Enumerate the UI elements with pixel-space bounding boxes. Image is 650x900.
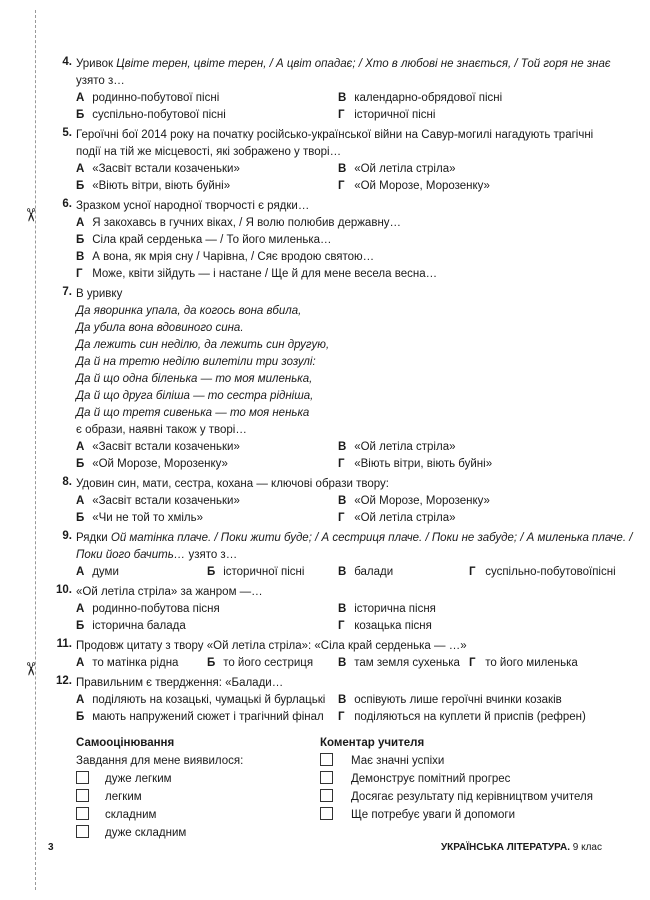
option-text: козацька пісня [354, 620, 432, 632]
option-text: там земля сухенька [354, 657, 460, 669]
answer-option[interactable] [76, 601, 338, 618]
question-text [76, 56, 611, 73]
question-text [76, 127, 602, 144]
answer-option[interactable] [76, 493, 338, 510]
option-letter: А [76, 495, 85, 507]
checkbox[interactable] [76, 771, 89, 784]
answer-options [76, 215, 602, 283]
question-text [76, 388, 602, 405]
answer-option[interactable] [207, 564, 338, 581]
option-letter: В [338, 92, 347, 104]
answer-option[interactable] [76, 692, 338, 709]
checkbox-label: легким [105, 791, 142, 803]
answer-option[interactable] [76, 655, 207, 672]
answer-option[interactable] [76, 215, 602, 232]
checkbox[interactable] [320, 771, 333, 784]
option-text: то матінка рідна [92, 657, 179, 669]
footer-grade: 9 клас [569, 842, 602, 853]
option-text: «Чи не той то хміль» [92, 512, 204, 524]
answer-option[interactable] [338, 709, 620, 726]
option-text: А вона, як мрія сну / Чарівна, / Сяє вродою святою… [92, 251, 375, 263]
scissors-icon: ✂ [20, 207, 41, 223]
question-text-plain: є образи, наявні також у творі… [76, 424, 247, 436]
question-text [76, 354, 602, 371]
option-letter: Б [207, 657, 216, 669]
option-text: родинно-побутової пісні [92, 92, 220, 104]
option-letter: Г [338, 180, 345, 192]
option-letter: А [76, 603, 85, 615]
option-text: оспівують лише героїчні вчинки козаків [354, 694, 562, 706]
checkbox[interactable] [320, 807, 333, 820]
answer-option[interactable] [338, 618, 620, 635]
self-assessment-title: Самооцінювання [76, 737, 175, 749]
question-text [76, 675, 602, 692]
question-text [76, 337, 602, 354]
checkbox-row[interactable] [76, 806, 243, 824]
answer-option[interactable] [469, 655, 620, 672]
checkbox[interactable] [76, 789, 89, 802]
checkbox-label: Досягає результату під керівництвом учителя [351, 791, 593, 803]
answer-option[interactable] [338, 107, 620, 124]
question-number: 4. [62, 56, 72, 68]
question [58, 286, 602, 473]
question-text [76, 584, 602, 601]
option-letter: А [76, 441, 85, 453]
answer-option[interactable] [76, 107, 338, 124]
question-quote: Да лежить син неділю, да лежить син другую, [76, 339, 330, 351]
answer-options [76, 493, 602, 527]
checkbox[interactable] [76, 825, 89, 838]
question-number: 7. [62, 286, 72, 298]
question [58, 127, 602, 195]
option-letter: В [338, 694, 347, 706]
question-number: 12. [56, 675, 72, 687]
option-text: балади [354, 566, 394, 578]
answer-options [76, 655, 602, 672]
question-text-plain: Рядки [76, 532, 111, 544]
option-letter: В [338, 495, 347, 507]
answer-option[interactable] [76, 232, 602, 249]
answer-option[interactable] [76, 564, 207, 581]
question-text-plain: Удовин син, мати, сестра, кохана — ключові образи твору: [76, 478, 389, 490]
question [58, 584, 602, 635]
answer-options [76, 564, 616, 581]
question-text [76, 371, 602, 388]
question-text-plain: узято з… [185, 549, 238, 561]
option-text: «Ой летіла стріла» [354, 163, 456, 175]
question-quote: Цвіте терен, цвіте терен, / А цвіт опадає; / Хто в любові не знається, / Той горя не знає [116, 58, 611, 70]
question [58, 56, 611, 124]
option-text: Я закохавсь в гучних віках, / Я волю полюбив державну… [92, 217, 402, 229]
question [58, 530, 633, 581]
answer-option[interactable] [469, 564, 620, 581]
option-text: історичної пісні [354, 109, 436, 121]
question-number: 10. [56, 584, 72, 596]
option-letter: Г [76, 268, 83, 280]
question-quote: Да й на третю неділю вилетіли три зозулі: [76, 356, 316, 368]
option-text: історичної пісні [223, 566, 305, 578]
question [58, 476, 602, 527]
option-text: «Ой Морозе, Морозенку» [354, 495, 490, 507]
option-letter: В [338, 603, 347, 615]
checkbox-row[interactable] [76, 788, 243, 806]
question-text-plain: події на тій же місцевості, які зображено у творі… [76, 146, 342, 158]
option-letter: Б [76, 180, 85, 192]
question-quote: Да убила вона вдовиного сина. [76, 322, 244, 334]
option-letter: Б [76, 458, 85, 470]
answer-option[interactable] [207, 655, 338, 672]
option-text: календарно-обрядової пісні [354, 92, 503, 104]
checkbox-row[interactable] [320, 770, 593, 788]
answer-option[interactable] [76, 439, 338, 456]
option-letter: Б [207, 566, 216, 578]
option-letter: Г [338, 711, 345, 723]
page-number: 3 [48, 842, 54, 853]
answer-option[interactable] [338, 692, 620, 709]
question-quote: Поки його бачить… [76, 549, 186, 561]
question-text [76, 320, 602, 337]
answer-option[interactable] [338, 161, 620, 178]
option-text: родинно-побутова пісня [92, 603, 220, 615]
question-quote: Да й що третя сивенька — то моя ненька [76, 407, 310, 419]
question-text [76, 476, 602, 493]
option-letter: В [338, 163, 347, 175]
option-text: суспільно-побутовоїпісні [485, 566, 616, 578]
checkbox[interactable] [320, 789, 333, 802]
question-number: 11. [56, 638, 72, 650]
option-letter: Г [338, 620, 345, 632]
option-text: «Засвіт встали козаченьки» [92, 495, 240, 507]
option-text: Може, квіти зійдуть — і настане / Ще й для мене весела весна… [92, 268, 438, 280]
question-number: 6. [62, 198, 72, 210]
checkbox-row[interactable] [320, 806, 593, 824]
question-number: 9. [62, 530, 72, 542]
option-text: думи [92, 566, 119, 578]
answer-option[interactable] [76, 249, 602, 266]
answer-option[interactable] [338, 90, 620, 107]
self-assessment-subtitle: Завдання для мене виявилося: [76, 755, 244, 767]
option-letter: В [338, 566, 347, 578]
answer-option[interactable] [76, 178, 338, 195]
option-text: суспільно-побутової пісні [92, 109, 226, 121]
option-letter: А [76, 92, 85, 104]
question [58, 638, 602, 672]
answer-option[interactable] [338, 493, 620, 510]
option-letter: Б [76, 620, 85, 632]
option-text: то його сестриця [223, 657, 314, 669]
answer-option[interactable] [338, 456, 620, 473]
option-letter: Г [469, 566, 476, 578]
option-letter: В [338, 657, 347, 669]
question-quote: Ой матінка плаче. / Поки жити буде; / А сестриця плаче. / Поки не забуде; / А миленька плаче. / [110, 532, 633, 544]
footer-title [441, 842, 602, 853]
option-letter: В [76, 251, 85, 263]
option-letter: А [76, 694, 85, 706]
option-text: «Віють вітри, віють буйні» [92, 180, 231, 192]
checkbox-label: Має значні успіхи [351, 755, 445, 767]
option-letter: Г [469, 657, 476, 669]
answer-option[interactable] [338, 510, 620, 527]
answer-option[interactable] [76, 266, 602, 283]
answer-option[interactable] [338, 178, 620, 195]
page-footer [48, 842, 602, 856]
question-text [76, 405, 602, 422]
option-text: історична пісня [354, 603, 436, 615]
question-text-plain: Правильним є твердження: «Балади… [76, 677, 284, 689]
question-quote: Да й що друга біліша — то сестра рідніша, [76, 390, 314, 402]
question-number: 5. [62, 127, 72, 139]
question [58, 675, 602, 726]
answer-options [76, 601, 602, 635]
answer-option[interactable] [76, 510, 338, 527]
option-text: «Ой Морозе, Морозенку» [354, 180, 490, 192]
answer-options [76, 439, 602, 473]
question [58, 198, 602, 283]
question-text [76, 530, 633, 547]
answer-options [76, 90, 602, 124]
option-text: «Ой Морозе, Морозенку» [92, 458, 228, 470]
checkbox-label: складним [105, 809, 157, 821]
answer-option[interactable] [76, 618, 338, 635]
option-letter: Г [338, 512, 345, 524]
question-text-plain: В уривку [76, 288, 123, 300]
checkbox-row[interactable] [76, 770, 243, 788]
teacher-comment [320, 735, 593, 824]
option-text: поділяються на куплети й приспів (рефрен) [354, 711, 586, 723]
checkbox-row[interactable] [320, 788, 593, 806]
answer-option[interactable] [76, 456, 338, 473]
option-text: поділяють на козацькі, чумацькі й бурлацькі [92, 694, 326, 706]
option-letter: А [76, 657, 85, 669]
option-text: «Ой летіла стріла» [354, 441, 456, 453]
question-text-plain: Продовж цитату з твору «Ой летіла стріла»: «Сіла край серденька — …» [76, 640, 467, 652]
checkbox[interactable] [320, 753, 333, 766]
teacher-comment-title: Коментар учителя [320, 737, 425, 749]
question-quote: Да й що одна біленька — то моя миленька, [76, 373, 313, 385]
checkbox-label: Демонструє помітний прогрес [351, 773, 511, 785]
question-text-plain: Героїчні бої 2014 року на початку російсько-української війни на Савур-могилі нагадують трагічні [76, 129, 594, 141]
option-letter: Б [76, 109, 85, 121]
option-text: «Ой летіла стріла» [354, 512, 456, 524]
scissors-icon: ✂ [20, 661, 41, 677]
question-text-plain: узято з… [76, 75, 125, 87]
checkbox[interactable] [76, 807, 89, 820]
option-text: «Віють вітри, віють буйні» [354, 458, 493, 470]
question-number: 8. [62, 476, 72, 488]
answer-option[interactable] [338, 601, 620, 618]
option-letter: Г [338, 458, 345, 470]
answer-option[interactable] [76, 90, 338, 107]
answer-options [76, 692, 602, 726]
question-text [76, 422, 602, 439]
checkbox-label: дуже легким [105, 773, 172, 785]
question-text-plain: Зразком усної народної творчості є рядки… [76, 200, 310, 212]
option-letter: Б [76, 711, 85, 723]
option-text: Сіла край серденька — / То його миленька… [92, 234, 332, 246]
question-text [76, 547, 602, 564]
option-letter: В [338, 441, 347, 453]
answer-options [76, 161, 602, 195]
answer-option[interactable] [338, 655, 469, 672]
option-letter: А [76, 566, 85, 578]
option-letter: Б [76, 234, 85, 246]
checkbox-label: Ще потребує уваги й допомоги [351, 809, 516, 821]
question-text [76, 286, 602, 303]
option-text: то його миленька [485, 657, 578, 669]
question-text [76, 303, 602, 320]
option-letter: А [76, 217, 85, 229]
checkbox-label: дуже складним [105, 827, 187, 839]
question-quote: Да яворинка упала, да когось вона вбила, [76, 305, 302, 317]
answer-option[interactable] [76, 161, 338, 178]
answer-option[interactable] [76, 709, 338, 726]
checkbox-row[interactable] [76, 824, 243, 842]
footer-subject: УКРАЇНСЬКА ЛІТЕРАТУРА. [440, 842, 570, 853]
question-text [76, 638, 602, 655]
answer-option[interactable] [338, 439, 620, 456]
question-text-plain: «Ой летіла стріла» за жанром —… [76, 586, 263, 598]
option-text: мають напружений сюжет і трагічний фінал [92, 711, 324, 723]
question-text [76, 144, 602, 161]
self-assessment [76, 735, 243, 842]
cut-line [35, 10, 36, 890]
option-text: історична балада [92, 620, 186, 632]
option-letter: Б [76, 512, 85, 524]
option-text: «Засвіт встали козаченьки» [92, 163, 240, 175]
questions-list [56, 56, 633, 729]
option-letter: Г [338, 109, 345, 121]
checkbox-row[interactable] [320, 752, 593, 770]
answer-option[interactable] [338, 564, 469, 581]
question-text-plain: Уривок [76, 58, 117, 70]
question-text [76, 198, 602, 215]
option-letter: А [76, 163, 85, 175]
question-text [76, 73, 602, 90]
option-text: «Засвіт встали козаченьки» [92, 441, 240, 453]
